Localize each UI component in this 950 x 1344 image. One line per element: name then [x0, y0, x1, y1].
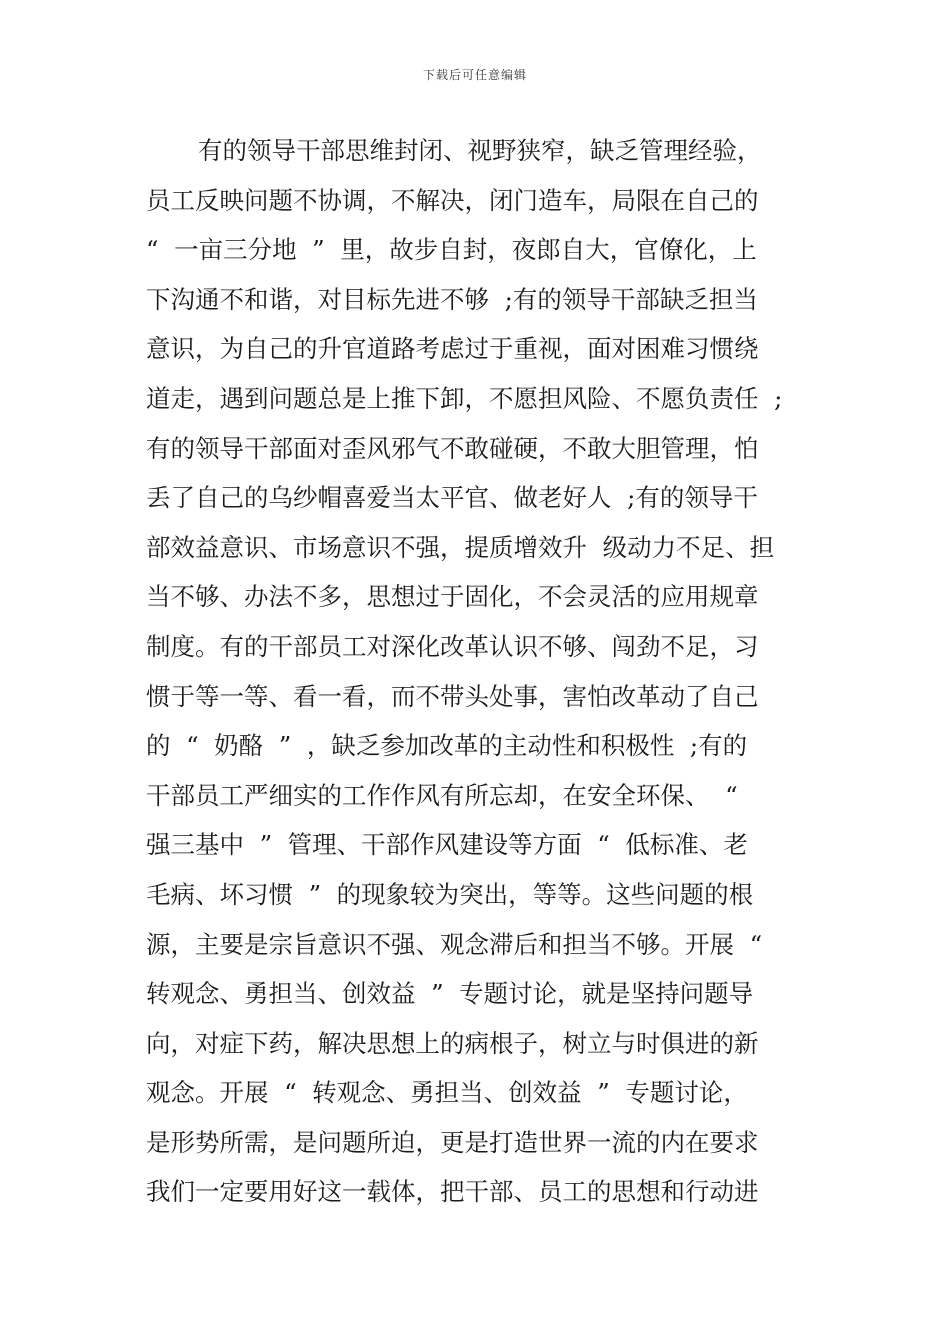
text-line: 有的领导干部面对歪风邪气不敢碰硬，不敢大胆管理，怕 [146, 433, 759, 463]
body-paragraph [146, 126, 826, 1217]
text-line: 转观念、勇担当、创效益 ” 专题讨论，就是坚持问题导 [146, 979, 754, 1009]
page-header: 下载后可任意编辑 [422, 68, 527, 82]
text-line: 员工反映问题不协调，不解决，闭门造车，局限在自己的 [146, 185, 759, 215]
text-line: 下沟通不和谐，对目标先进不够 ;有的领导干部缺乏担当 [146, 284, 758, 314]
text-line: 强三基中 ” 管理、干部作风建设等方面 “ 低标准、老 [146, 830, 748, 860]
text-line: 向，对症下药，解决思想上的病根子，树立与时俱进的新 [146, 1028, 759, 1058]
text-line: 观念。开展 “ 转观念、勇担当、创效益 ” 专题讨论， [146, 1078, 748, 1108]
text-line: 有的领导干部思维封闭、视野狭窄，缺乏管理经验， [198, 136, 762, 165]
text-line: 部效益意识、市场意识不强，提质增效升 级动力不足、担 [146, 532, 775, 562]
text-line: 道走，遇到问题总是上推下卸，不愿担风险、不愿负责任 ; [146, 383, 783, 413]
text-line: 干部员工严细实的工作作风有所忘却，在安全环保、 “ [146, 780, 738, 810]
text-line: 是形势所需，是问题所迫，更是打造世界一流的内在要求 [146, 1127, 759, 1157]
text-line: 源，主要是宗旨意识不强、观念滞后和担当不够。开展 “ [146, 929, 763, 959]
text-line: 制度。有的干部员工对深化改革认识不够、闯劲不足，习 [146, 631, 759, 661]
text-line: 当不够、办法不多，思想过于固化，不会灵活的应用规章 [146, 582, 759, 612]
text-line: 惯于等一等、看一看，而不带头处事，害怕改革动了自己 [146, 681, 759, 711]
text-line: 意识，为自己的升官道路考虑过于重视，面对困难习惯绕 [146, 334, 759, 364]
text-line: 的 “ 奶酪 ” ，缺乏参加改革的主动性和积极性 ;有的 [146, 731, 748, 761]
text-line: 毛病、坏习惯 ” 的现象较为突出，等等。这些问题的根 [146, 879, 754, 909]
text-line: “ 一亩三分地 ” 里，故步自封，夜郎自大，官僚化，上 [146, 235, 757, 265]
text-line: 丢了自己的乌纱帽喜爱当太平官、做老好人 ;有的领导干 [146, 483, 758, 513]
text-line: 我们一定要用好这一载体，把干部、员工的思想和行动进 [146, 1177, 759, 1207]
